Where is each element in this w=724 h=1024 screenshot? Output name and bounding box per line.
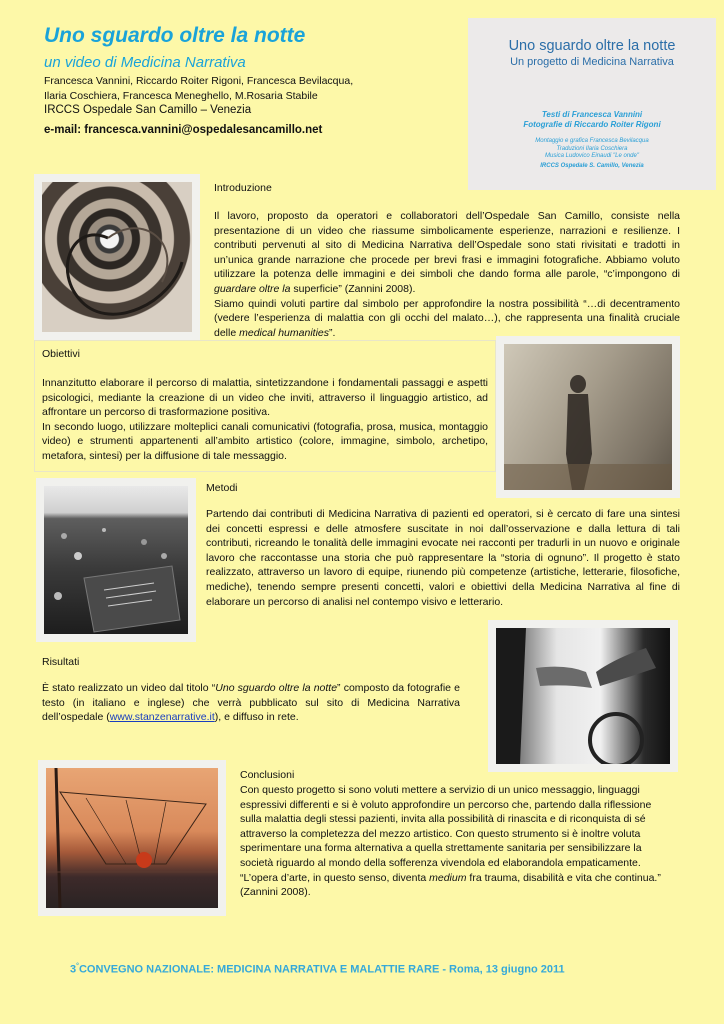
objectives-paragraph-2: In secondo luogo, utilizzare molteplici canali comunicativi (fotografia, prosa, musica, montaggio video) e strumenti appartenenti all’ambito artistico (colore, immagine, simbolo, archetipo, metafora, sintesi) per la diffusione di tale messaggio. — [42, 420, 488, 462]
book-on-beach-graphic — [44, 486, 188, 634]
photo-fishing-net-sunset — [38, 760, 226, 916]
photo-spiral-staircase — [34, 174, 200, 340]
cover-institution: IRCCS Ospedale S. Camillo, Venezia — [540, 162, 644, 169]
results-p1-middle: ” composto da fotografie e testo (in italiano e inglese) che verrà pubblicato sul sito di Medicina Narrativa dell’ospedale ( — [42, 682, 460, 724]
shadow-figure-graphic — [504, 344, 672, 490]
intro-p2-italic: medical humanities — [239, 326, 329, 339]
intro-p2-end: ”. — [329, 326, 336, 339]
hands-graphic — [496, 628, 670, 764]
authors — [44, 74, 394, 104]
cover-subtitle: Un progetto di Medicina Narrativa — [510, 56, 674, 68]
conference-footer — [70, 963, 565, 976]
photo-shadow-wall — [496, 336, 680, 498]
intro-paragraph-1 — [214, 209, 680, 297]
results-text — [42, 681, 460, 725]
video-cover-image — [468, 18, 716, 190]
conclusions-paragraph-2 — [240, 871, 670, 900]
conclusions-p2-italic: medium — [429, 871, 467, 884]
results-p1-end: ), e diffuso in rete. — [214, 711, 299, 724]
cover-small-line-1: Montaggio e grafica Francesca Bevilacqua — [535, 138, 649, 144]
results-paragraph-1 — [42, 681, 460, 725]
authors-line-2: Ilaria Coschiera, Francesca Meneghello, M.Rosaria Stabile — [44, 90, 318, 102]
footer-text: CONVEGNO NAZIONALE: MEDICINA NARRATIVA E MALATTIE RARE - Roma, 13 giugno 2011 — [78, 963, 565, 976]
cover-small-line-2: Traduzioni Ilaria Coschiera — [556, 145, 628, 152]
staircase-graphic — [42, 182, 192, 332]
objectives-heading: Obiettivi — [42, 348, 80, 360]
intro-paragraph-2 — [214, 297, 680, 341]
conclusions-p2-end: fra trauma, disabilità e vita che continua.” (Zannini 2008). — [240, 871, 661, 899]
objectives-paragraph-1: Innanzitutto elaborare il percorso di malattia, sintetizzandone i fondamentali passaggi e aspetti psicologici, mediante la creazione di un video che inviti, attraverso il linguaggio artistico, ad affrontare un percorso di trasformazione positiva. — [42, 377, 488, 419]
objectives-text — [42, 376, 488, 464]
photo-beach-book — [36, 478, 196, 642]
institution: IRCCS Ospedale San Camillo – Venezia — [44, 104, 252, 116]
footer-number: 3 — [70, 963, 77, 976]
cover-credits — [468, 110, 716, 130]
intro-heading: Introduzione — [214, 182, 272, 194]
results-p1-italic: Uno sguardo oltre la notte — [215, 682, 338, 694]
cover-credits-line-1: Testi di Francesca Vannini — [541, 110, 643, 119]
intro-p2-text: Siamo quindi voluti partire dal simbolo per approfondire la nostra possibilità “…di decentramento (vedere l’esperienza di malattia con gli occhi del malato…), che rappresenta una finalità cruciale delle — [214, 297, 680, 339]
conclusions-heading: Conclusioni — [240, 769, 295, 781]
conclusions-p2-text: “L’opera d’arte, in questo senso, diventa — [240, 871, 430, 884]
authors-line-1: Francesca Vannini, Riccardo Roiter Rigoni, Francesca Bevilacqua, — [44, 75, 354, 87]
footer-ordinal: ° — [76, 963, 79, 970]
methods-paragraph-1: Partendo dai contributi di Medicina Narrativa di pazienti ed operatori, si è cercato di fare una sintesi dei concetti espressi e delle atmosfere suscitate in noi dall’osservazione e dalla lettura di tali contributi, ricreando le tonalità delle immagini evocate nei racconti per tradurli in un nuovo e originale lavoro che raccontasse una storia che può rappresentare la “storia di ognuno”. Il progetto è stato realizzato, attraverso un lavoro di equipe, riunendo più competenze (artistiche, letterarie, filosofiche, mediche), tenendo sempre presenti concetti, valori e obiettivi della Medicina Narrativa al fine di elaborare un percorso di analisi nel contempo visivo e letterario. — [206, 508, 680, 608]
conclusions-paragraph-1: Con questo progetto si sono voluti mettere a servizio di un unico messaggio, linguaggi espressivi differenti e si è voluto approfondire un percorso che, partendo dalla riflessione sulla malattia degli stessi pazienti, invita alla possibilità di rinascita e di riconquista di sé attraverso la completezza del mezzo artistico. Con questo strumento si è inoltre voluta sperimentare una forma alternativa a quella strettamente sanitaria per sensibilizzare la società riguardo al mondo della sofferenza vivendola ed elaborandola empaticamente. — [240, 784, 652, 869]
cover-title: Uno sguardo oltre la notte — [508, 38, 676, 54]
results-p1-text: È stato realizzato un video dal titolo “ — [42, 682, 216, 694]
intro-text — [214, 209, 680, 340]
cover-small-line-3: Musica Ludovico Einaudi "Le onde" — [545, 153, 639, 159]
cover-credits-line-2: Fotografie di Riccardo Roiter Rigoni — [523, 120, 661, 129]
results-heading: Risultati — [42, 656, 80, 668]
conclusions-text — [240, 783, 670, 900]
fishing-net-graphic — [46, 768, 218, 908]
website-link[interactable]: www.stanzenarrative.it — [109, 711, 215, 724]
cover-small-credits — [468, 138, 716, 161]
email: e-mail: francesca.vannini@ospedalesancamillo.net — [44, 124, 323, 136]
intro-p1-italic: guardare oltre la — [214, 282, 291, 295]
methods-text — [206, 507, 680, 609]
methods-heading: Metodi — [206, 482, 238, 494]
intro-p1-text: Il lavoro, proposto da operatori e collaboratori dell’Ospedale San Camillo, consiste nella presentazione di un video che riassume simbolicamente esperienze, narrazioni e resilienze. I contributi pervenuti al sito di Medicina Narrativa dell’Ospedale sono stati rivisitati e tradotti in un’unica grande narrazione che procede per brevi frasi e immagini fotografiche. Abbiamo voluto utilizzare la potenza delle immagini e dei simboli che dando forma alle parole, “c’impongono di — [214, 210, 680, 281]
intro-p1-end: superficie” (Zannini 2008). — [290, 282, 416, 295]
photo-hands-wheelchair — [488, 620, 678, 772]
poster-subtitle: un video di Medicina Narrativa — [44, 54, 246, 71]
poster-title: Uno sguardo oltre la notte — [44, 24, 306, 47]
